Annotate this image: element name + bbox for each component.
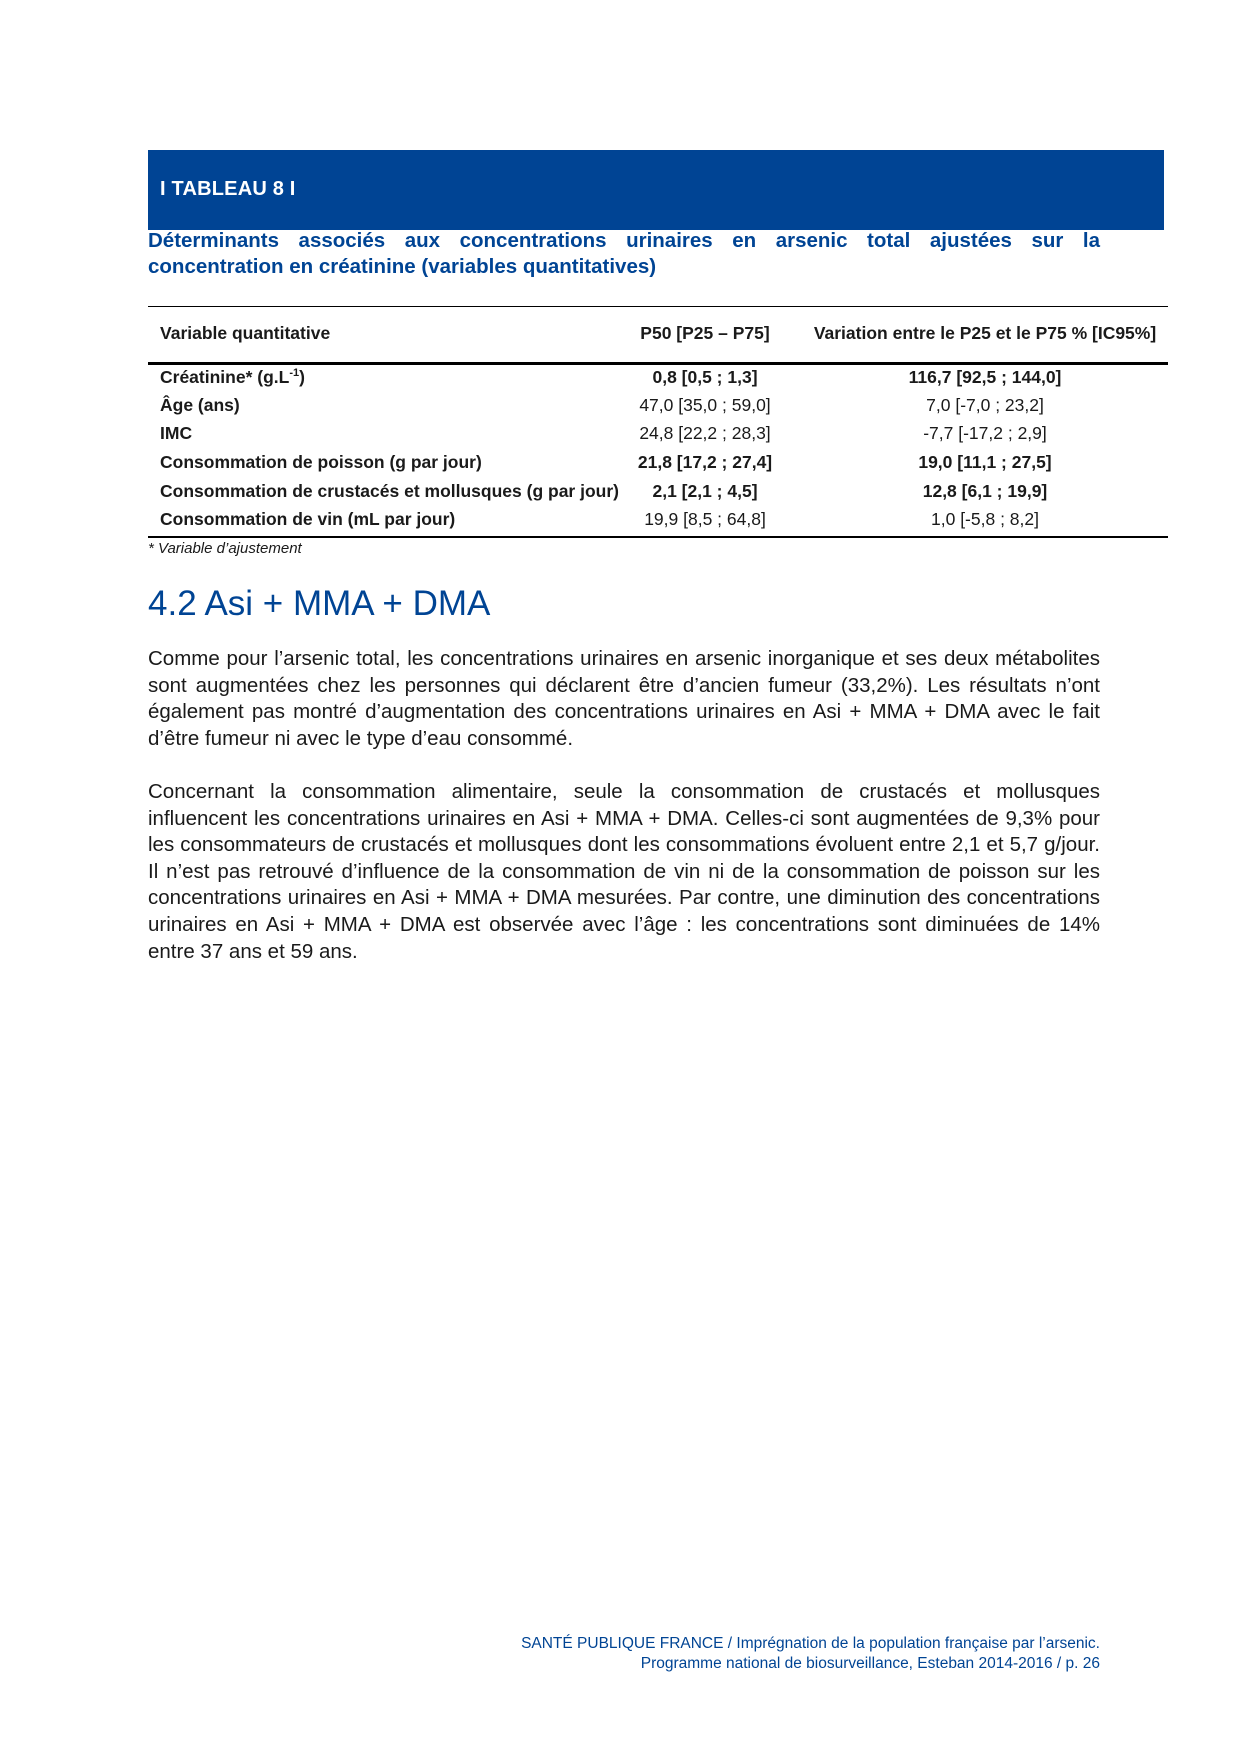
row-variable: Consommation de poisson (g par jour) bbox=[160, 452, 482, 472]
table-number-label: I TABLEAU 8 I bbox=[160, 178, 296, 200]
table-top-rule bbox=[148, 306, 1168, 307]
header-variation: Variation entre le P25 et le P75 % [IC95%] bbox=[813, 323, 1157, 343]
body-paragraph-1: Comme pour l’arsenic total, les concentrations urinaires en arsenic inorganique et ses deux métabolites sont augmentées chez les personnes qui déclarent être d’ancien fumeur (33,2%). Les résultats n’ont également pas montré d’augmentation des concentrations urinaires en Asi + MMA + DMA avec le fait d’être fumeur ni avec le type d’eau consommé. bbox=[148, 647, 1100, 750]
row-variable: IMC bbox=[160, 423, 193, 443]
row-p50: 0,8 [0,5 ; 1,3] bbox=[652, 367, 758, 387]
row-variable: Consommation de vin (mL par jour) bbox=[160, 509, 456, 529]
footer-line-1: SANTÉ PUBLIQUE FRANCE / Imprégnation de la population française par l’arsenic. bbox=[521, 1635, 1100, 1652]
row-p50: 2,1 [2,1 ; 4,5] bbox=[652, 481, 758, 501]
table-banner bbox=[148, 148, 1164, 230]
page-footer bbox=[521, 1634, 1100, 1674]
row-p50: 21,8 [17,2 ; 27,4] bbox=[637, 452, 773, 472]
row-variation: 7,0 [-7,0 ; 23,2] bbox=[926, 395, 1044, 415]
row-variation: 12,8 [6,1 ; 19,9] bbox=[922, 481, 1048, 501]
row-variable: Créatinine* $(g.L^{-1})$ bbox=[160, 367, 305, 387]
table-footnote: * Variable d’ajustement bbox=[148, 540, 302, 557]
row-variation: 116,7 [92,5 ; 144,0] bbox=[908, 367, 1062, 387]
row-variable: Âge (ans) bbox=[160, 395, 240, 415]
row-variation: -7,7 [-17,2 ; 2,9] bbox=[923, 423, 1047, 443]
row-p50: 24,8 [22,2 ; 28,3] bbox=[639, 423, 771, 443]
body-paragraph-2: Concernant la consommation alimentaire, seule la consommation de crustacés et mollusques influencent les concentrations urinaires en Asi + MMA + DMA. Celles-ci sont augmentées de 9,3% pour les consommateurs de crustacés et mollusques dont les consommations évoluent entre 2,1 et 5,7 g/jour. Il n’est pas retrouvé d’influence de la consommation de vin ni de la consommation de poisson sur les concentrations urinaires en Asi + MMA + DMA mesurées. Par contre, une diminution des concentrations urinaires en Asi + MMA + DMA est observée avec l’âge : les concentrations sont diminuées de 14% entre 37 ans et 59 ans. bbox=[148, 780, 1100, 963]
section-heading: 4.2 Asi + MMA + DMA bbox=[148, 584, 491, 623]
table-title: Déterminants associés aux concentrations urinaires en arsenic total ajustées sur la concentration en créatinine (variables quantitatives) bbox=[148, 229, 1100, 278]
row-variation: 19,0 [11,1 ; 27,5] bbox=[918, 452, 1052, 472]
header-rule bbox=[148, 362, 1168, 365]
row-p50: 47,0 [35,0 ; 59,0] bbox=[639, 395, 771, 415]
table-bottom-rule bbox=[148, 536, 1168, 538]
header-variable: Variable quantitative bbox=[160, 323, 331, 343]
row-variable: Consommation de crustacés et mollusques (g par jour) bbox=[160, 481, 619, 501]
footer-line-2: Programme national de biosurveillance, Esteban 2014-2016 / p. 26 bbox=[640, 1655, 1100, 1672]
header-p50: P50 [P25 – P75] bbox=[640, 323, 770, 343]
row-p50: 19,9 [8,5 ; 64,8] bbox=[644, 509, 766, 529]
row-variation: 1,0 [-5,8 ; 8,2] bbox=[931, 509, 1039, 529]
